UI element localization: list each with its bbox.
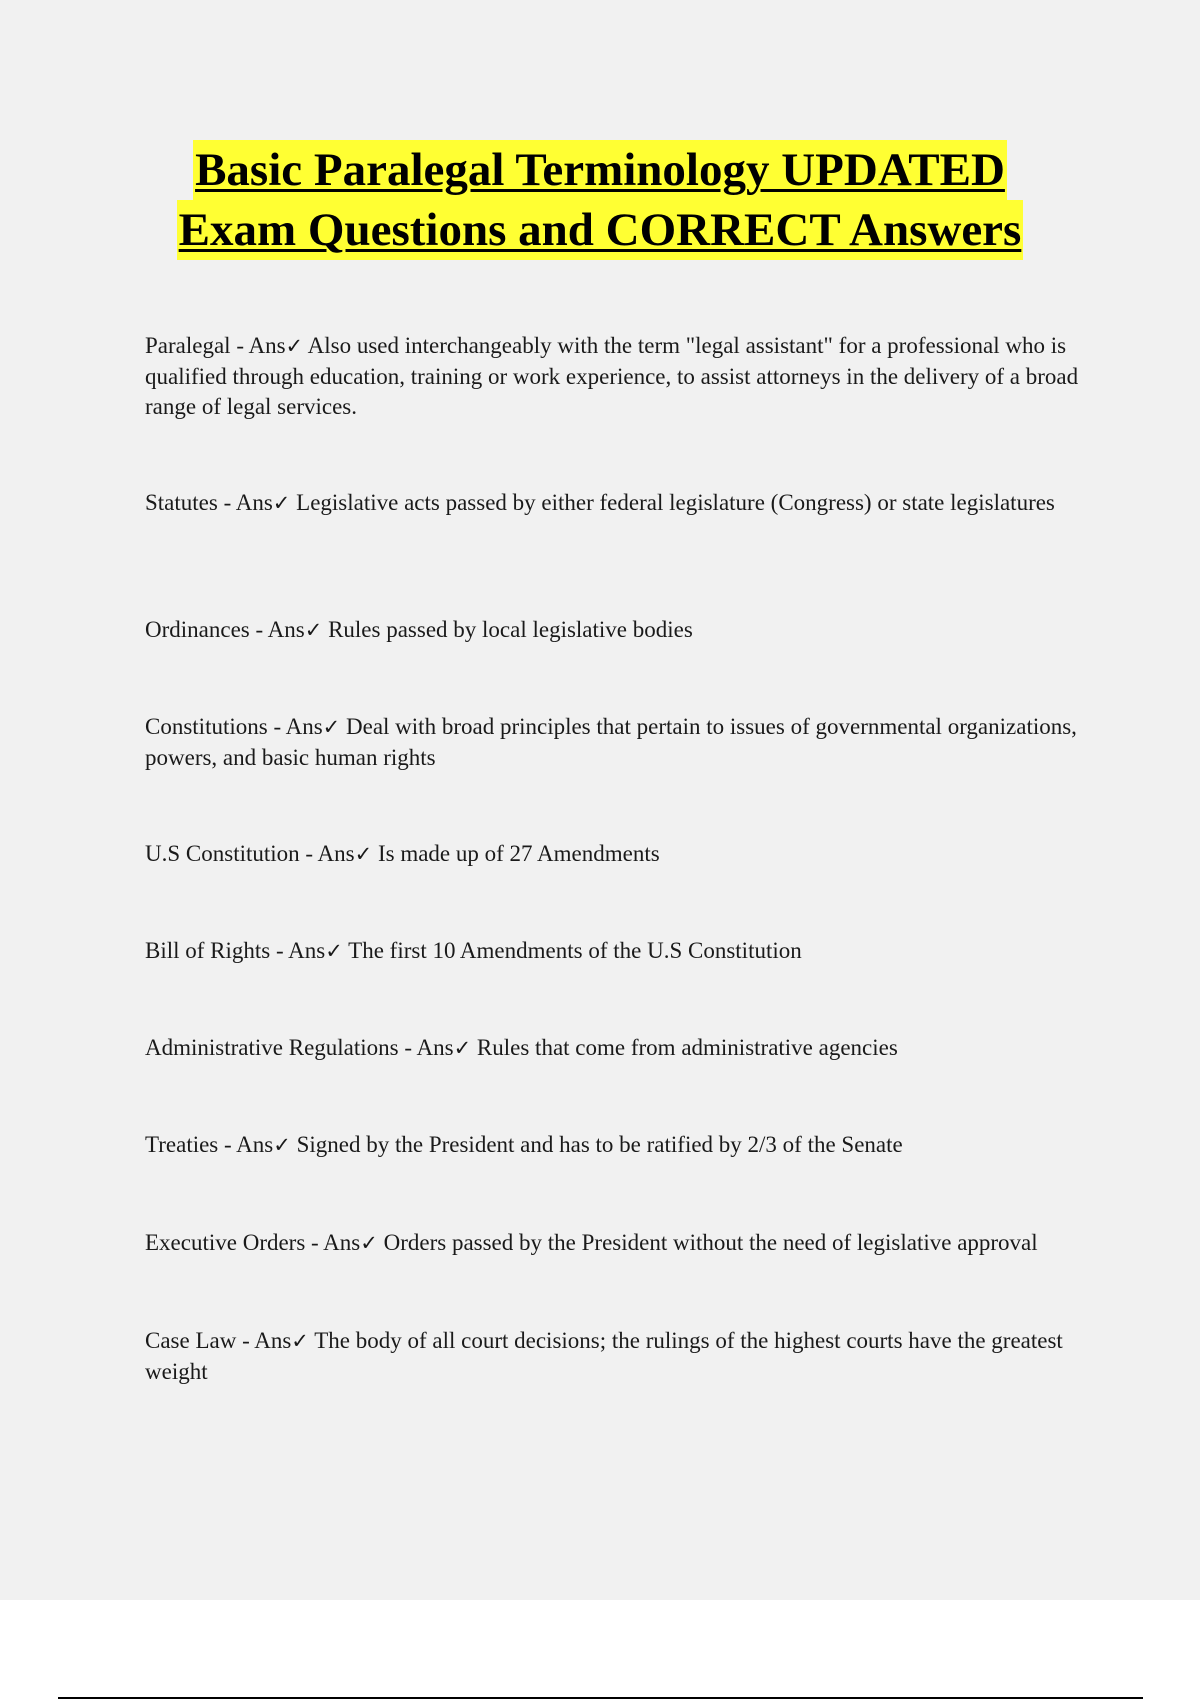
check-icon: ✓ <box>453 1036 472 1060</box>
list-item <box>145 331 1095 423</box>
entry-definition: Legislative acts passed by either federal legislature (Congress) or state legislatures <box>290 490 1055 515</box>
check-icon: ✓ <box>291 1329 309 1353</box>
entry-term: Ordinances <box>145 617 250 642</box>
entry-definition: Also used interchangeably with the term "legal assistant" for a professional who is qualified through education, training or work experience, to assist attorneys in the delivery of a broad range of legal services. <box>145 333 1079 419</box>
entry-term: Statutes <box>145 490 218 515</box>
entry-separator: - Ans <box>218 1132 274 1157</box>
entry-definition: Rules passed by local legislative bodies <box>322 617 693 642</box>
list-item <box>145 712 1095 773</box>
entry-separator: - Ans <box>270 938 326 963</box>
check-icon: ✓ <box>285 334 304 358</box>
check-icon: ✓ <box>304 618 323 642</box>
entry-separator: - Ans <box>217 490 273 515</box>
entry-separator: - Ans <box>236 1328 292 1353</box>
entry-term: Treaties <box>145 1132 219 1157</box>
entry-definition: The body of all court decisions; the rulings of the highest courts have the greatest weight <box>145 1328 1063 1384</box>
check-icon: ✓ <box>354 842 373 866</box>
list-item <box>145 1326 1095 1387</box>
entry-term: Case Law <box>145 1328 237 1353</box>
list-item <box>145 1228 1095 1259</box>
list-item <box>145 936 1095 967</box>
entry-term: Paralegal <box>145 333 231 358</box>
list-item <box>145 615 1095 646</box>
check-icon: ✓ <box>272 491 291 515</box>
entry-term: Administrative Regulations <box>145 1035 399 1060</box>
check-icon: ✓ <box>322 715 341 739</box>
entry-separator: - Ans <box>230 333 286 358</box>
entry-definition: Rules that come from administrative agencies <box>471 1035 898 1060</box>
entry-separator: - Ans <box>305 1230 361 1255</box>
entry-definition: Signed by the President and has to be ratified by 2/3 of the Senate <box>290 1132 903 1157</box>
list-item <box>145 1033 1095 1064</box>
entry-term: Constitutions <box>145 714 268 739</box>
entry-separator: - Ans <box>299 841 355 866</box>
entry-definition: Is made up of 27 Amendments <box>372 841 660 866</box>
list-item <box>145 839 1095 870</box>
entry-separator: - Ans <box>249 617 305 642</box>
check-icon: ✓ <box>360 1231 378 1255</box>
entry-term: Executive Orders <box>145 1230 306 1255</box>
entry-term: Bill of Rights <box>145 938 271 963</box>
title-line-2: Exam Questions and CORRECT Answers <box>177 200 1024 260</box>
entry-definition: Deal with broad principles that pertain to issues of governmental organizations, powers, and basic human rights <box>145 714 1077 770</box>
entry-definition: The first 10 Amendments of the U.S Constitution <box>342 938 802 963</box>
entry-definition: Orders passed by the President without the need of legislative approval <box>377 1230 1038 1255</box>
list-item <box>145 488 1095 519</box>
check-icon: ✓ <box>273 1133 291 1157</box>
entry-separator: - Ans <box>267 714 323 739</box>
list-item <box>145 1130 1095 1161</box>
entry-term: U.S Constitution <box>145 841 300 866</box>
entry-separator: - Ans <box>398 1035 454 1060</box>
title-line-1: Basic Paralegal Terminology UPDATED <box>193 140 1007 200</box>
footer-divider <box>58 1697 1143 1699</box>
check-icon: ✓ <box>325 939 343 963</box>
document-title <box>0 140 1200 260</box>
